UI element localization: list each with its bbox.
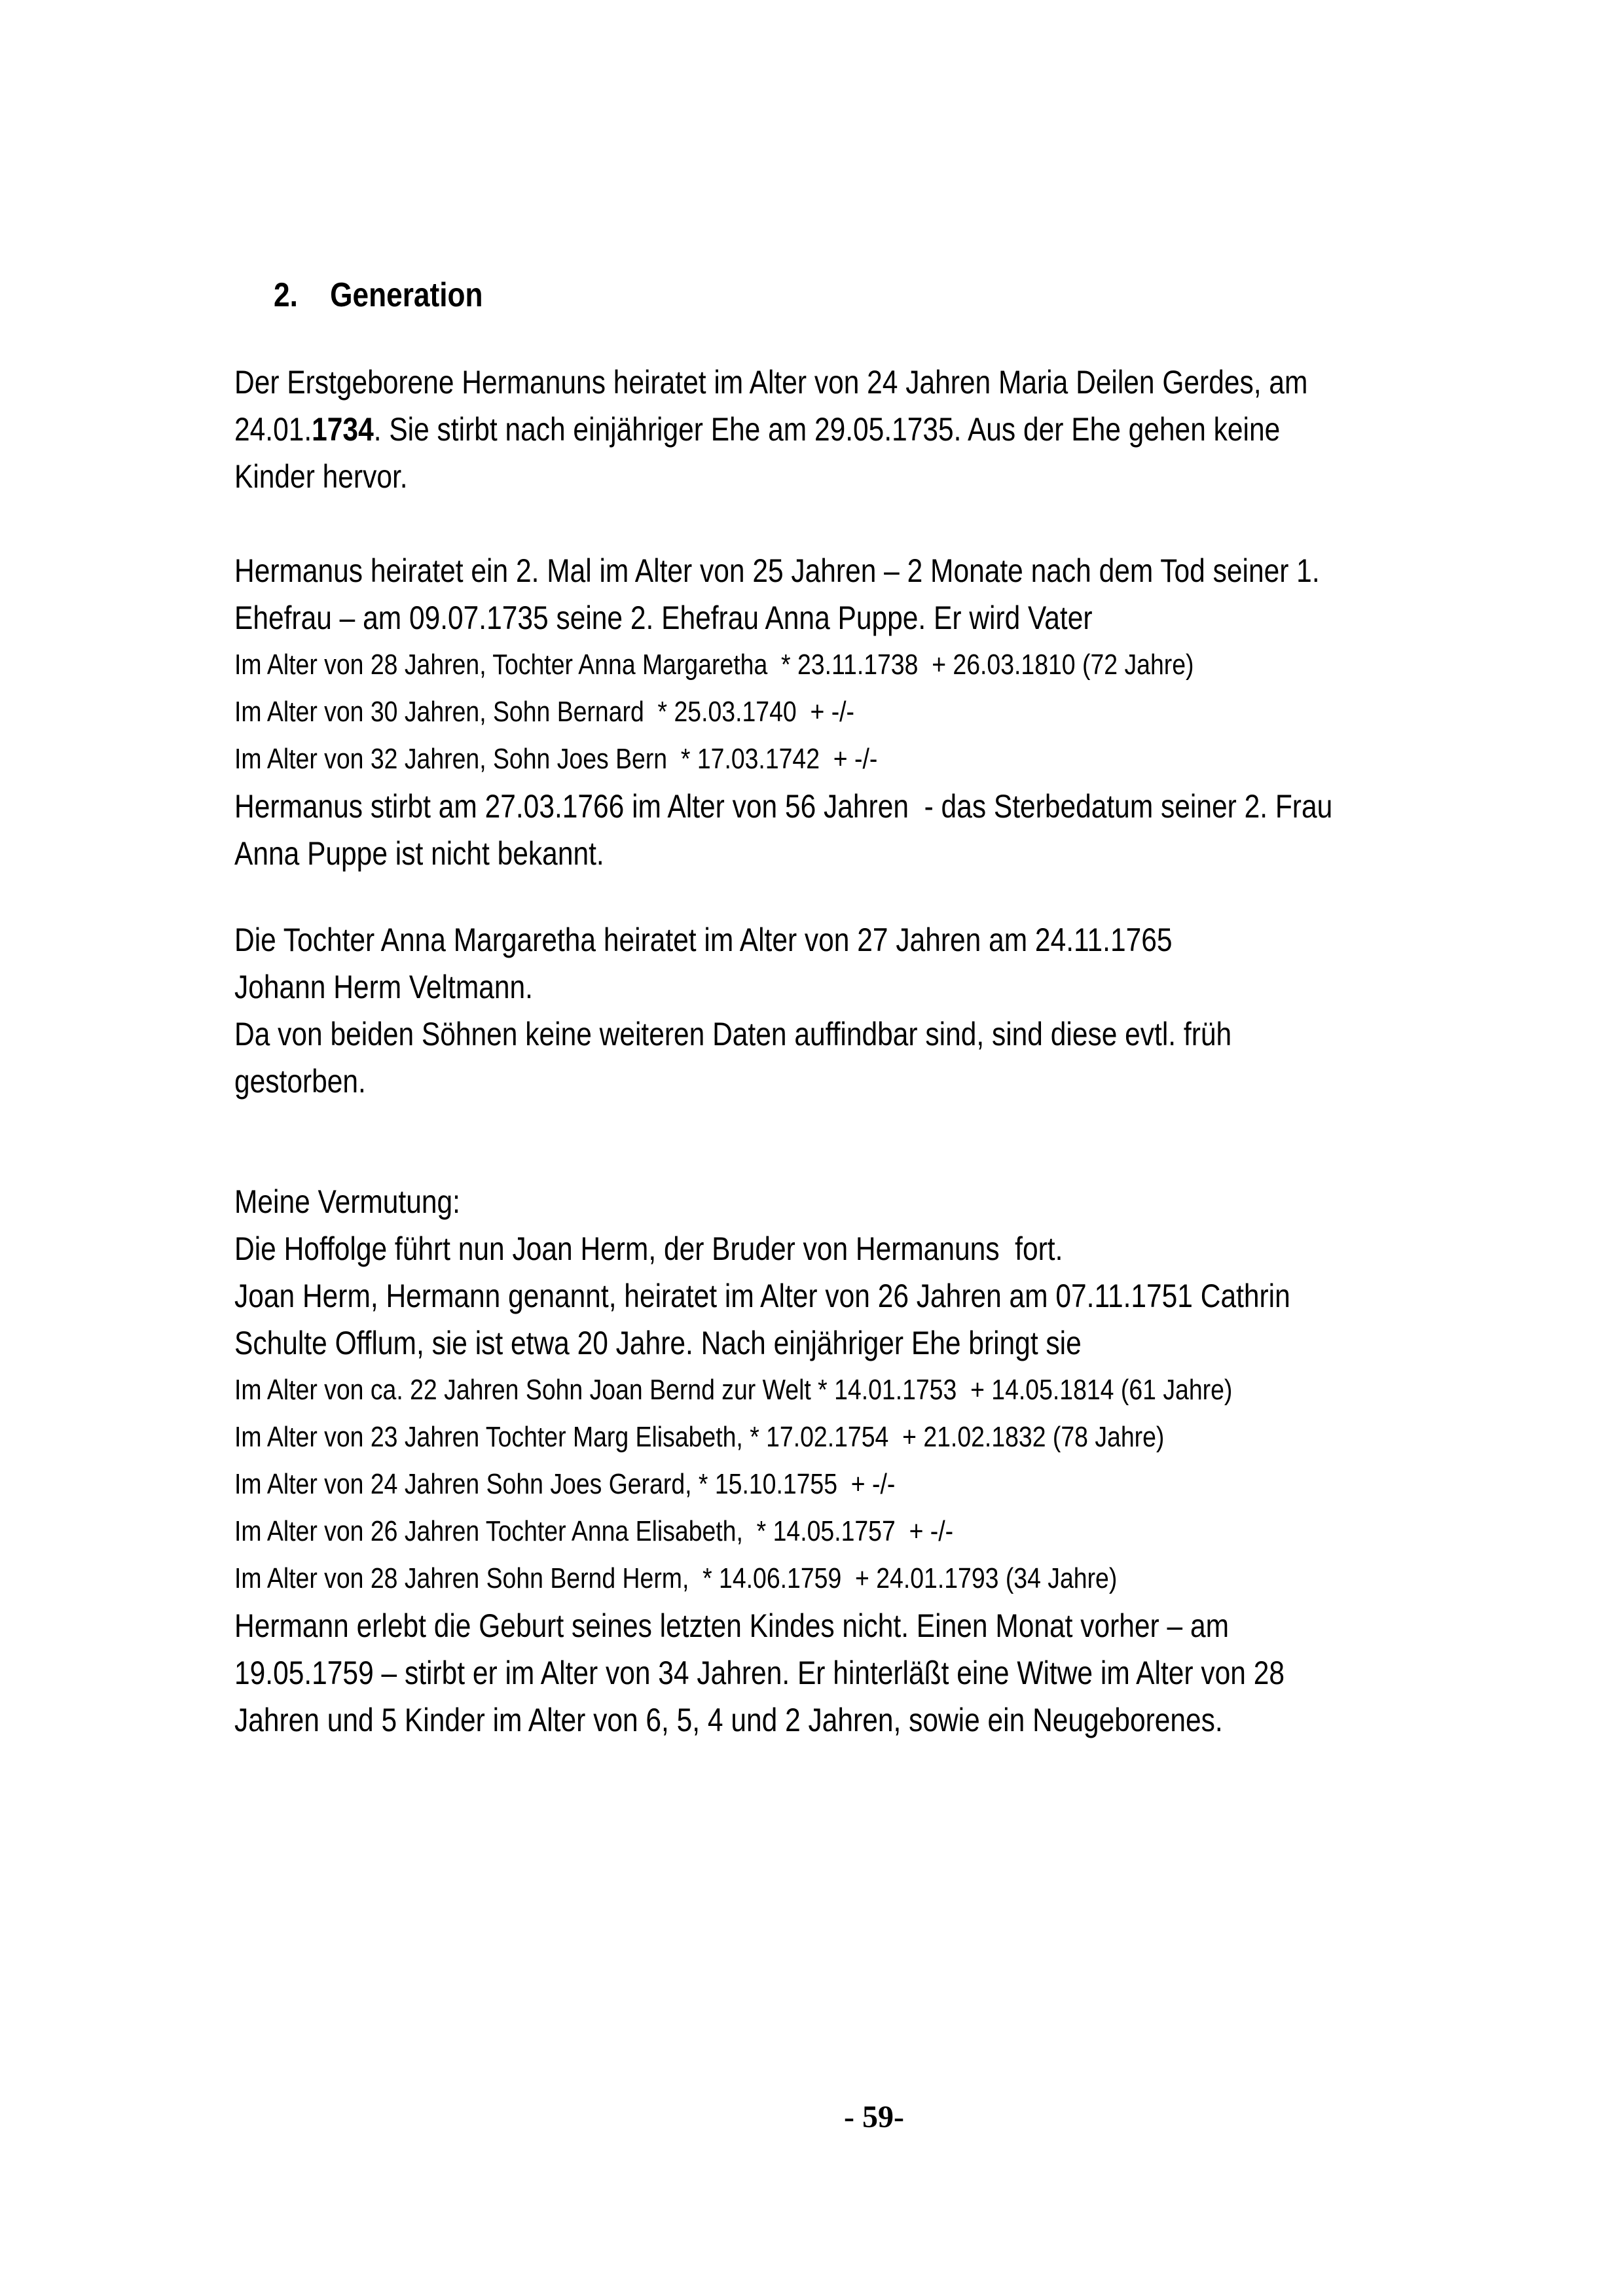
text-line: Joan Herm, Hermann genannt, heiratet im Alter von 26 Jahren am 07.11.1751 Cathrin	[234, 1278, 1290, 1314]
text-line: Da von beiden Söhnen keine weiteren Daten auffindbar sind, sind diese evtl. früh	[234, 1016, 1232, 1052]
child-record-line: Im Alter von 23 Jahren Tochter Marg Elisabeth, * 17.02.1754 + 21.02.1832 (78 Jahre)	[234, 1421, 1165, 1453]
date-prefix: 24.01.	[234, 411, 312, 448]
heading-number: 2.	[274, 276, 298, 314]
page-number: - 59-	[844, 2100, 904, 2134]
text-line: Die Tochter Anna Margaretha heiratet im Alter von 27 Jahren am 24.11.1765	[234, 922, 1173, 958]
paragraph-second-marriage	[234, 547, 1544, 877]
heading-title: Generation	[330, 276, 483, 314]
text-line: 19.05.1759 – stirbt er im Alter von 34 Jahren. Er hinterläßt eine Witwe im Alter von 28	[234, 1655, 1285, 1691]
text-line: Schulte Offlum, sie ist etwa 20 Jahre. Nach einjähriger Ehe bringt sie	[234, 1325, 1082, 1361]
child-record-line: Im Alter von 26 Jahren Tochter Anna Elisabeth, * 14.05.1757 + -/-	[234, 1515, 954, 1547]
paragraph-first-marriage	[234, 359, 1544, 500]
text-line: gestorben.	[234, 1063, 366, 1100]
text-line: Meine Vermutung:	[234, 1183, 460, 1220]
text-line: Kinder hervor.	[234, 458, 408, 495]
text-line: Hermanus heiratet ein 2. Mal im Alter von 25 Jahren – 2 Monate nach dem Tod seiner 1.	[234, 552, 1320, 589]
section-heading	[274, 272, 520, 319]
text-line: Die Hoffolge führt nun Joan Herm, der Bruder von Hermanuns fort.	[234, 1230, 1063, 1267]
text-line	[234, 406, 1347, 453]
child-record-line: Im Alter von 24 Jahren Sohn Joes Gerard, * 15.10.1755 + -/-	[234, 1468, 896, 1500]
text-line: Der Erstgeborene Hermanuns heiratet im Alter von 24 Jahren Maria Deilen Gerdes, am	[234, 364, 1308, 401]
paragraph-assumption	[234, 1178, 1544, 1744]
text-line: Hermanus stirbt am 27.03.1766 im Alter von 56 Jahren - das Sterbedatum seiner 2. Frau	[234, 788, 1333, 825]
heading-line	[274, 272, 483, 319]
child-record-line: Im Alter von 32 Jahren, Sohn Joes Bern * 17.03.1742 + -/-	[234, 743, 878, 775]
child-record-line: Im Alter von 30 Jahren, Sohn Bernard * 25.03.1740 + -/-	[234, 696, 855, 728]
line-rest: . Sie stirbt nach einjähriger Ehe am 29.05.1735. Aus der Ehe gehen keine	[373, 411, 1281, 448]
child-record-line: Im Alter von 28 Jahren Sohn Bernd Herm, * 14.06.1759 + 24.01.1793 (34 Jahre)	[234, 1562, 1118, 1594]
text-line: Hermann erlebt die Geburt seines letzten Kindes nicht. Einen Monat vorher – am	[234, 1607, 1230, 1644]
text-line: Ehefrau – am 09.07.1735 seine 2. Ehefrau Anna Puppe. Er wird Vater	[234, 600, 1093, 636]
child-record-line: Im Alter von ca. 22 Jahren Sohn Joan Bernd zur Welt * 14.01.1753 + 14.05.1814 (61 Jahre)	[234, 1374, 1233, 1406]
text-line: Anna Puppe ist nicht bekannt.	[234, 835, 604, 872]
text-line: Johann Herm Veltmann.	[234, 969, 533, 1005]
bold-year: 1734	[312, 411, 374, 448]
paragraph-daughter-marriage	[234, 916, 1544, 1105]
child-record-line: Im Alter von 28 Jahren, Tochter Anna Margaretha * 23.11.1738 + 26.03.1810 (72 Jahre)	[234, 649, 1194, 681]
text-line: Jahren und 5 Kinder im Alter von 6, 5, 4 und 2 Jahren, sowie ein Neugeborenes.	[234, 1702, 1223, 1738]
